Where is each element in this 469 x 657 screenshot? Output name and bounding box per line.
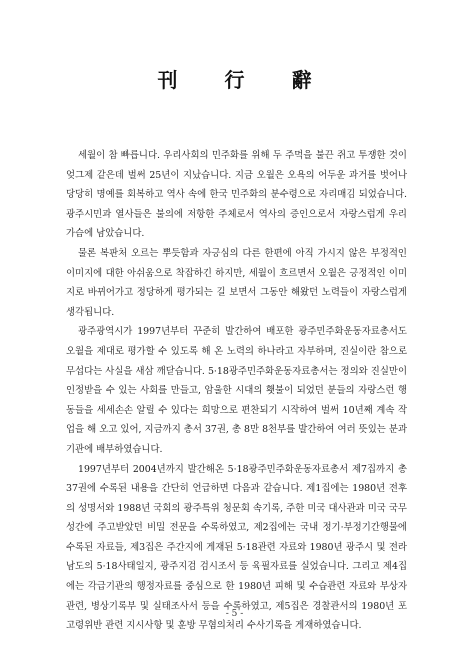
- body-text: [66, 146, 407, 636]
- paragraph: 광주광역시가 1997년부터 꾸준히 발간하여 배포한 광주민주화운동자료총서도 오월을 제대로 평가할 수 있도록 해 온 노력의 하나라고 자부하며, 진실이란 참으로 무섭다는 사실을 새삼 깨닫습니다. 5·18광주민주화운동자료총서는 정의와 진실만이 인정받을 수 있는 사회를 만들고, 암울한 시대의 횃불이 되었던 분들의 자랑스런 행동들을 세세손손 알릴 수 있다는 희망으로 편찬되기 시작하여 벌써 10년째 계속 작업을 해 오고 있어, 지금까지 총서 37권, 총 8만 8천부를 발간하여 여러 뜻있는 분과 기관에 배부하였습니다.: [66, 326, 407, 455]
- paragraph: 세월이 참 빠릅니다. 우리사회의 민주화를 위해 두 주먹을 불끈 쥐고 투쟁한 것이 엊그제 같은데 벌써 25년이 지났습니다. 지금 오월은 오욕의 어두운 과거를 벗어나 당당히 명예를 회복하고 역사 속에 한국 민주화의 분수령으로 자리매김 되었습니다. 광주시민과 열사들은 불의에 저항한 주체로서 역사의 증인으로서 자랑스럽게 우리 가슴에 남았습니다.: [66, 150, 407, 240]
- paragraph: 1997년부터 2004년까지 발간해온 5·18광주민주화운동자료총서 제7집까지 총 37권에 수록된 내용을 간단히 언급하면 다음과 같습니다. 제1집에는 1980년 전후의 성명서와 1988년 국회의 광주특위 청문회 속기록, 주한 미국 대사관과 미국 국무성간에 주고받았던 비밀 전문을 수록하였고, 제2집에는 국내 정기·부정기간행물에 수록된 자료들, 제3집은 주간지에 게재된 5·18관련 자료와 1980년 광주시 및 전라남도의 5·18사태일지, 광주지검 검시조서 등 육필자료를 실었습니다. 그리고 제4집에는 각급기관의 행정자료를 중심으로 한 1980년 피해 및 수습관련 자료와 부상자 관련, 병상기록부 및 실태조사서 등을 수록하였고, 제5집은 경찰관서의 1980년 포고령위반 관련 지시사항 및 훈방 무혐의처리 수사기록을 게재하였습니다.: [66, 463, 407, 632]
- page-number: - 5 -: [225, 609, 244, 619]
- page-title: 刊 行 辭: [157, 68, 332, 92]
- paragraph: 물론 복판처 오르는 뿌듯함과 자긍심의 다른 한편에 아직 가시지 않은 부정적인 이미지에 대한 아쉬움으로 착잡하긴 하지만, 세월이 흐르면서 오월은 긍정적인 이미지로 바뀌어가고 정당하게 평가되는 길 보면서 그동안 해왔던 노력들이 자랑스럽게 생각됩니다.: [66, 247, 407, 318]
